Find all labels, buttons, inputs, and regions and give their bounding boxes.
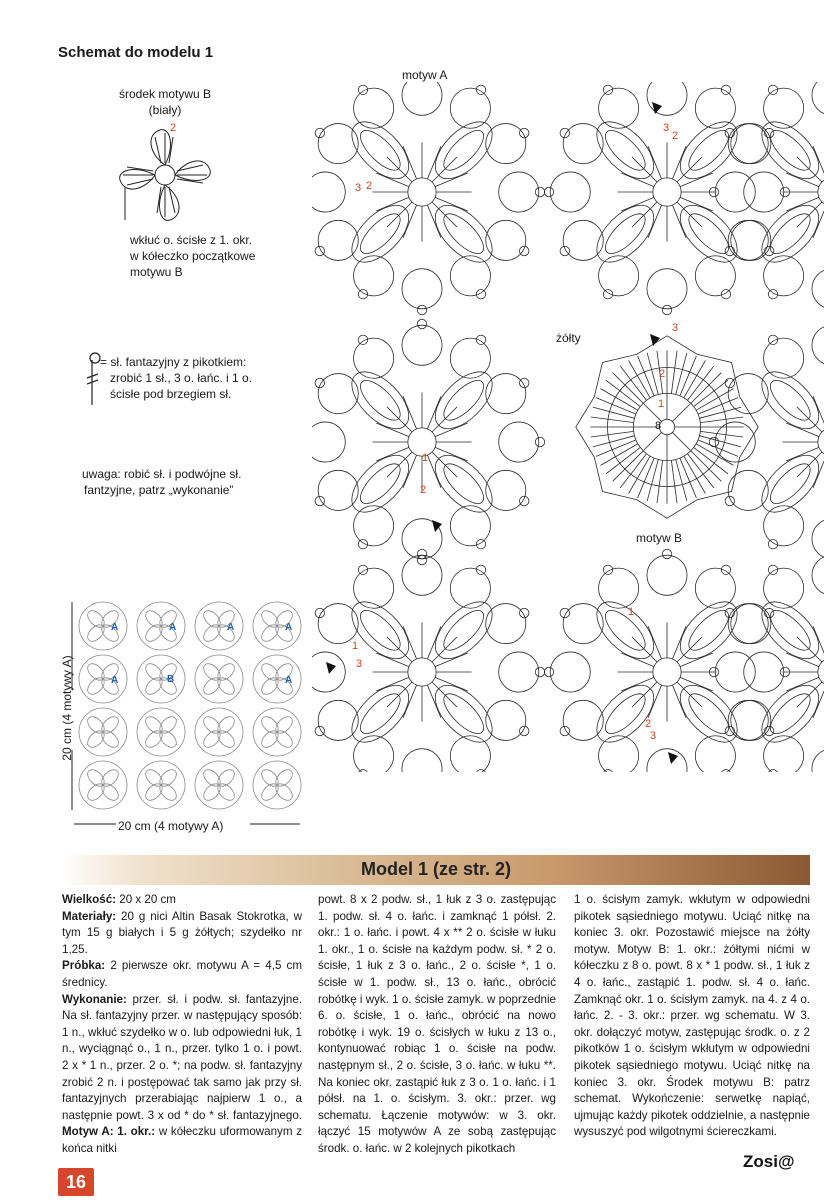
chart-number-2: 2	[366, 180, 373, 192]
motif-b-color-text: (biały)	[148, 103, 182, 117]
insert-note-line: motywu B	[130, 265, 183, 279]
insert-note	[130, 232, 255, 280]
motif-b-center-label	[90, 86, 240, 118]
text-column-3: 1 o. ścisłym zamyk. wkłutym w odpowiedni pikotek sąsiedniego motywu. Uciąć nitkę na koniec 3. okr. Pozostawić miejsce na żółty motyw. Motyw B: 1. okr.: żółtymi nićmi w kółeczku z 8 o. powt. 8 x * 1 podw. sł., 1 łuk z 4 o. łańc., zastąpić 1. podw. sł. 4 o. łańc. Zamknąć okr. 1 o. ścisłym zamyk. na 4. z 4 o. łańc. 2. - 3. okr.: przer. wg schematu. W 3. okr. dołączyć motyw, zastępując środk. o. z 2 pikotków 1 o. ścisłym wkłutym w odpowiedni pikotek sąsiedniego motywu. Uciąć nitkę na koniec 3. okr. Środek motywu B: patrz schemat. Wykończenie: serwetkę napiąć, ujmując każdy pikotek oddzielnie, a następnie wysuszyć pod wilgotnymi ściereczkami.	[574, 893, 810, 1139]
col1-text: 20 g nici Altin Basak Stokrotka, w tym 15 g białych i 5 g żółtych; szydełko nr 1,25.	[62, 909, 302, 956]
col1-text: 20 x 20 cm	[116, 893, 176, 906]
col1-bold-lead: Materiały:	[62, 909, 117, 923]
chart-number-3: 3	[663, 122, 670, 134]
chart-number-3: 3	[672, 322, 679, 334]
signature: Zosi@	[743, 1152, 795, 1171]
motif-a-label: motyw A	[402, 68, 448, 82]
chart-number-2: 2	[645, 718, 652, 730]
col1-text: 2 pierwsze okr. motywu A = 4,5 cm średnicy.	[62, 959, 302, 989]
schema-label-a: A	[285, 675, 293, 686]
mini-number-2: 2	[170, 122, 177, 134]
dimension-lines	[60, 600, 310, 830]
schema-label-a: A	[285, 622, 293, 633]
chart-number-2: 2	[420, 484, 427, 496]
schema-label-a: A	[111, 622, 119, 633]
col1-text: przer. sł. i podw. sł. fantazyjne. Na sł. fantazyjny przer. w następujący sposób: 1 n., wkłuć szydełko w o. lub odpowiedni łuk, 1 n., wyciągnąć o., 1 n., przer. tylko 1 o. i powt. 2 x * 1 n., przer. 2 o. *; na podw. sł. fantazyjny zrobić 2 n. i postępować tak samo jak przy sł. fantazyjnych przerabiając najpierw 1 o., a następnie powt. 3 x od * do * sł. fantazyjnego.	[62, 992, 302, 1122]
text-column-1	[62, 892, 302, 1158]
insert-note-line: w kółeczko początkowe	[130, 249, 256, 263]
insert-note-line: wkłuć o. ścisłe z 1. okr.	[130, 233, 253, 247]
page-number: 16	[58, 1168, 94, 1196]
note-line: fantzyjne, patrz „wykonanie”	[84, 483, 234, 497]
motif-b-label: motyw B	[636, 531, 683, 545]
yellow-label: żółty	[556, 331, 581, 345]
chart-number-8: 8	[655, 420, 662, 432]
section-title: Model 1 (ze str. 2)	[360, 859, 512, 879]
legend-line: zrobić 1 sł., 3 o. łańc. i 1 o.	[110, 371, 253, 385]
col1-text: w kółeczku uformowanym z końca nitki	[62, 1125, 303, 1155]
legend-text	[100, 354, 252, 402]
chart-number-3: 3	[355, 182, 362, 194]
chart-number-1: 1	[658, 398, 665, 410]
chart-number-3: 3	[356, 658, 363, 670]
col1-bold-lead: Wielkość:	[62, 893, 117, 906]
motif-b-center-diagram	[115, 125, 215, 225]
chart-number-2: 2	[672, 130, 679, 142]
text-column-2: powt. 8 x 2 podw. sł., 1 łuk z 3 o. zastępując 1. podw. sł. 4 o. łańc. i zamknąć 1 półsł. 2. okr.: 1 o. łańc. i powt. 4 x ** 2 o. ścisłe w łuku 1. okr., 1 o. ścisłe na każdym podw. sł. * 2 o. ścisłe, 1 łuk z 3 o. łańc., 2 o. ścisłe *, 1 o. ścisłe w 1. podw. sł., 13 o. łańc., obrócić robótkę i wyk. 1 o. ścisłe zamyk. w poprzednie 6. o. ścisłe, 1 o. łańc., obrócić na nowo robótkę i wyk. 19 o. ścisłych w łuku z 13 o., kontynuować robiąc 1 o. ścisłe na podw. następnym sł., 2 o. ścisłe, 3 o. łańc. w łuku **. Na koniec okr. zastąpić łuk z 3 o. 1 o. łańc. i 1 półsł. na 1. o. ścisłym. 3. okr.: przer. wg schematu. Łączenie motywów: w 3. okr. łączyć 15 motywów A ze sobą zastępując środk. o. łańc. w 2 kolejnych pikotkach	[318, 893, 556, 1155]
note-line: uwaga: robić sł. i podwójne sł.	[82, 467, 242, 481]
note	[82, 466, 241, 498]
chart-number-3: 3	[650, 730, 657, 742]
schema-label-a: A	[169, 622, 177, 633]
schema-label-b: B	[167, 674, 175, 685]
chart-number-1: 1	[352, 640, 359, 652]
crochet-chart	[312, 82, 824, 772]
legend-line: ścisłe pod brzegiem sł.	[110, 387, 232, 401]
section-band	[62, 855, 810, 885]
dimension-horizontal: 20 cm (4 motywy A)	[118, 819, 224, 833]
chart-number-2: 2	[659, 368, 666, 380]
motif-b-center-text: środek motywu B	[118, 87, 212, 101]
schema-label-a: A	[111, 675, 119, 686]
schema-label-a: A	[227, 622, 235, 633]
col1-bold-lead: Motyw A: 1. okr.:	[62, 1125, 156, 1139]
dimension-vertical: 20 cm (4 motywy A)	[60, 655, 74, 761]
page-title: Schemat do modelu 1	[58, 44, 214, 61]
col1-bold-lead: Wykonanie:	[62, 992, 127, 1006]
col1-bold-lead: Próbka:	[62, 959, 106, 973]
chart-number-1: 1	[422, 452, 429, 464]
chart-number-1: 1	[628, 606, 635, 618]
legend-line: = sł. fantazyjny z pikotkiem:	[100, 355, 247, 369]
